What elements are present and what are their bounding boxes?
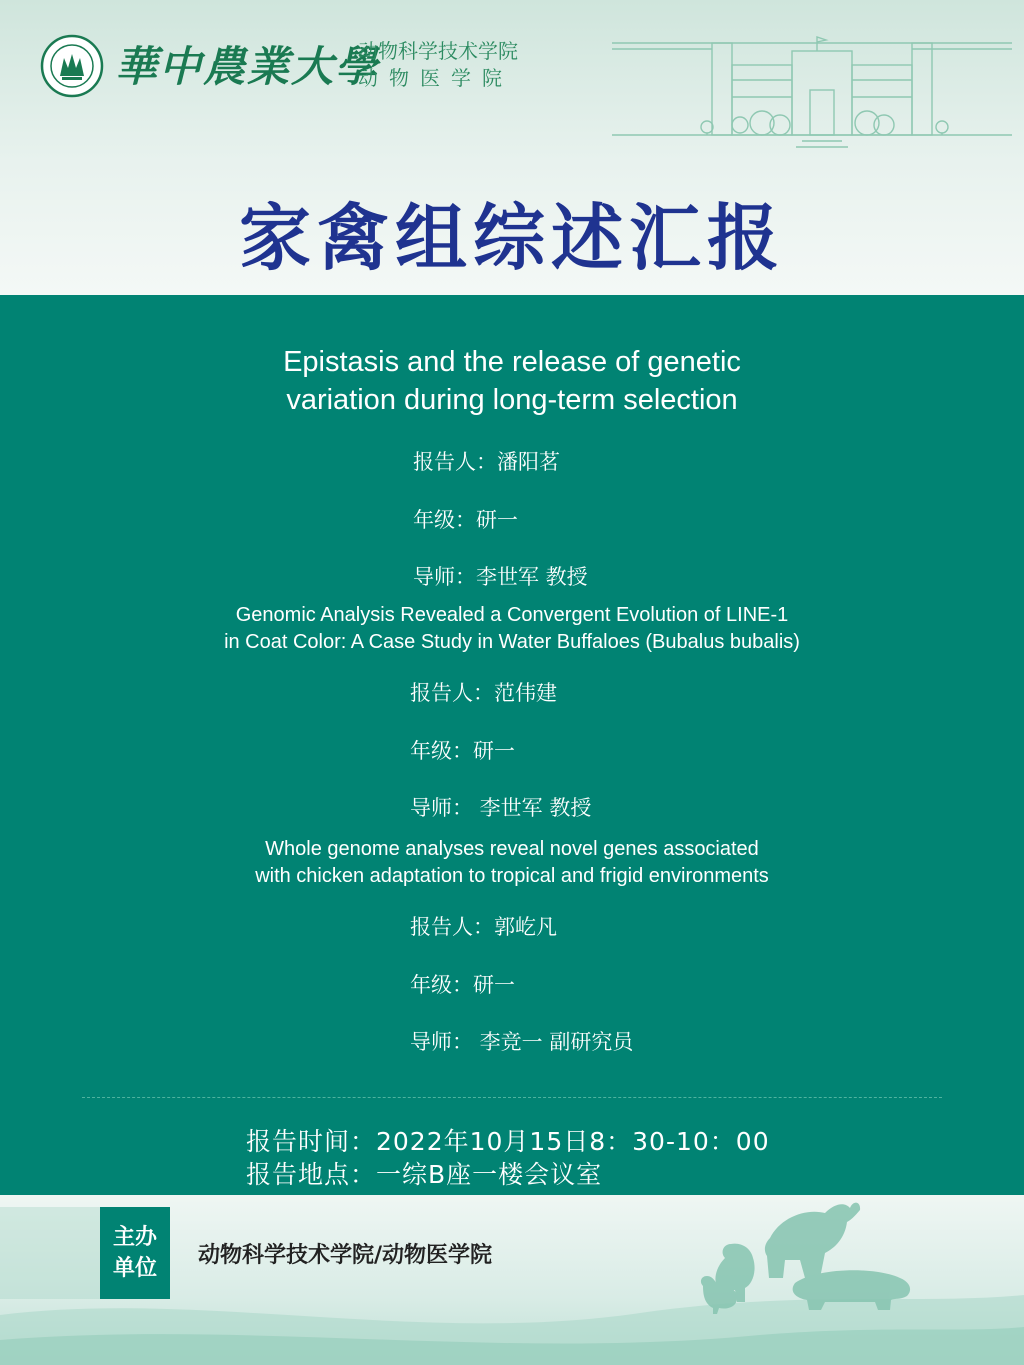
report-2-title-line-2: in Coat Color: A Case Study in Water Buffaloes (Bubalus bubalis)	[224, 631, 800, 653]
campus-building-illustration	[612, 35, 1012, 151]
university-seal-icon	[40, 34, 104, 98]
host-badge-line-1: 主办	[112, 1225, 157, 1250]
report-3-grade: 年级：研一	[410, 973, 515, 997]
event-time: 报告时间：2022年10月15日8：30-10：00	[246, 1127, 770, 1156]
dashed-divider	[82, 1097, 942, 1098]
report-1-paper-title	[0, 343, 1024, 419]
report-3-paper-title	[0, 836, 1024, 890]
report-2-advisor: 导师： 李世军 教授	[410, 796, 592, 820]
college-line-2: 动物医学院	[358, 66, 513, 90]
university-name: 華中農業大學	[115, 42, 380, 91]
poster-title: 家禽组综述汇报	[238, 196, 785, 280]
report-3-title-line-2: with chicken adaptation to tropical and frigid environments	[255, 865, 769, 887]
report-2-grade: 年级：研一	[410, 739, 515, 763]
report-1-advisor: 导师：李世军 教授	[413, 565, 588, 589]
report-3-advisor: 导师： 李竞一 副研究员	[410, 1030, 634, 1054]
livestock-silhouette-icon	[695, 1198, 925, 1318]
poster-header	[0, 0, 1024, 295]
event-place: 报告地点：一综B座一楼会议室	[246, 1160, 603, 1189]
report-1-title-line-2: variation during long-term selection	[286, 384, 738, 416]
report-1-grade: 年级：研一	[413, 508, 518, 532]
host-badge	[100, 1207, 170, 1299]
host-badge-line-2: 单位	[112, 1256, 157, 1281]
college-names	[358, 38, 518, 92]
report-2-paper-title	[0, 602, 1024, 656]
report-1-title-line-1: Epistasis and the release of genetic	[283, 346, 741, 378]
host-accent-bar	[0, 1207, 100, 1299]
report-2-title-line-1: Genomic Analysis Revealed a Convergent Evolution of LINE-1	[235, 604, 789, 626]
college-line-1: 动物科学技术学院	[358, 39, 518, 63]
report-3-reporter: 报告人：郭屹凡	[410, 915, 557, 939]
host-organization: 动物科学技术学院/动物医学院	[198, 1243, 493, 1268]
report-1-reporter: 报告人：潘阳茗	[413, 450, 560, 474]
report-3-title-line-1: Whole genome analyses reveal novel genes associated	[265, 838, 759, 860]
report-2-reporter: 报告人：范伟建	[410, 681, 557, 705]
